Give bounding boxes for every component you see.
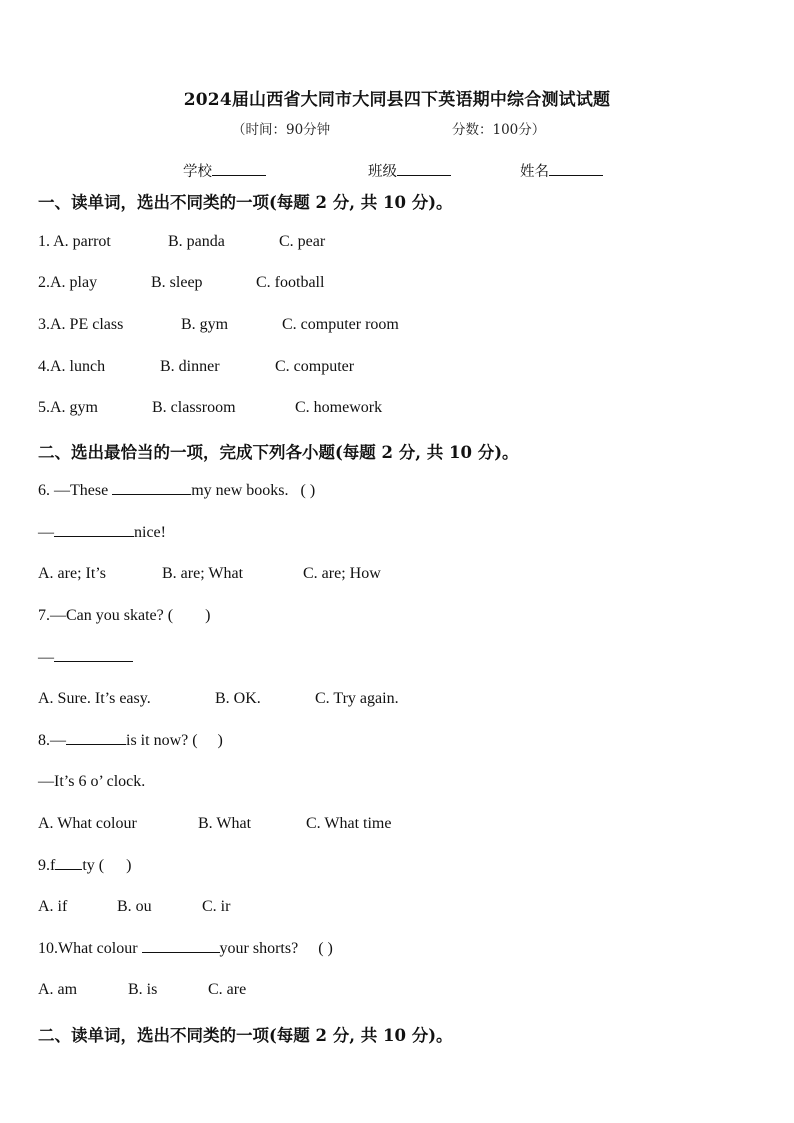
q9-blank[interactable]: [55, 868, 82, 870]
q6-prompt-start: 6. —These: [38, 482, 113, 499]
class-field[interactable]: [368, 160, 451, 181]
q6-option-c: C. are; How: [303, 565, 381, 582]
q7-prompt: 7.—Can you skate? (: [38, 607, 174, 624]
q7-option-a: A. Sure. It’s easy.: [38, 690, 151, 707]
q6-prompt-end: my new books.: [191, 482, 289, 499]
q5-option-a: 5.A. gym: [38, 399, 98, 416]
q10-option-a: A. am: [38, 981, 78, 998]
question-9-options: [38, 898, 230, 916]
name-label: 姓名: [520, 164, 549, 180]
question-7-reply: [38, 649, 133, 667]
q10-option-b: B. is: [128, 981, 158, 998]
class-blank[interactable]: [397, 174, 451, 176]
question-3: [38, 316, 399, 334]
school-label: 学校: [183, 164, 212, 180]
q6-blank-2[interactable]: [54, 535, 134, 537]
q6-reply-end: nice!: [134, 524, 166, 541]
q9-option-b: B. ou: [117, 898, 152, 915]
q7-reply-dash: —: [38, 649, 54, 666]
q1-option-b: B. panda: [168, 233, 225, 250]
class-label: 班级: [368, 164, 397, 180]
q8-blank[interactable]: [66, 743, 126, 745]
q9-option-a: A. if: [38, 898, 68, 915]
q6-reply-dash: —: [38, 524, 54, 541]
section-heading-3: 二、读单词，选出不同类的一项(每题 2 分, 共 10 分)。: [38, 1026, 453, 1045]
name-field[interactable]: [520, 160, 603, 181]
section-heading-1: 一、读单词，选出不同类的一项(每题 2 分, 共 10 分)。: [38, 193, 453, 212]
q7-blank[interactable]: [54, 660, 133, 662]
q8-prompt-start: 8.—: [38, 732, 66, 749]
question-8: [38, 732, 223, 750]
q2-option-b: B. sleep: [151, 274, 203, 291]
q3-option-b: B. gym: [181, 316, 229, 333]
score-info: 分数：100分）: [452, 122, 546, 138]
time-info: （时间：90分钟: [232, 122, 331, 138]
q9-prompt-start: 9.f: [38, 857, 56, 874]
q4-option-b: B. dinner: [160, 358, 220, 375]
question-9: [38, 857, 131, 875]
question-6-options: [38, 565, 381, 583]
q4-option-a: 4.A. lunch: [38, 358, 106, 375]
q1-option-a: 1. A. parrot: [38, 233, 111, 250]
q10-option-c: C. are: [208, 981, 247, 998]
q10-blank[interactable]: [142, 951, 220, 953]
question-7: [38, 607, 210, 625]
q10-answer-paren[interactable]: ( ): [318, 940, 333, 957]
name-blank[interactable]: [549, 174, 603, 176]
q8-prompt-end: is it now? (: [126, 732, 198, 749]
question-10: [38, 940, 333, 958]
q8-option-a: A. What colour: [38, 815, 137, 832]
q6-answer-paren[interactable]: ( ): [300, 482, 316, 499]
q5-option-c: C. homework: [295, 399, 383, 416]
question-7-options: [38, 690, 399, 708]
q6-option-a: A. are; It’s: [38, 565, 106, 582]
q7-option-c: C. Try again.: [315, 690, 399, 707]
question-4: [38, 358, 354, 376]
question-10-options: [38, 981, 246, 999]
question-6: [38, 482, 315, 500]
q5-option-b: B. classroom: [152, 399, 236, 416]
q8-option-b: B. What: [198, 815, 252, 832]
document-title: 2024届山西省大同市大同县四下英语期中综合测试试题: [183, 90, 611, 110]
question-5: [38, 399, 382, 417]
q10-prompt-start: 10.What colour: [38, 940, 142, 957]
question-6-reply: [38, 524, 166, 542]
q8-option-c: C. What time: [306, 815, 392, 832]
q6-option-b: B. are; What: [162, 565, 244, 582]
q9-prompt-end: ty (: [82, 857, 105, 874]
question-2: [38, 274, 324, 292]
school-blank[interactable]: [212, 174, 266, 176]
q9-paren-close: ): [126, 857, 132, 874]
q7-paren-close: ): [205, 607, 211, 624]
q6-blank-1[interactable]: [112, 493, 191, 495]
q8-paren-close: ): [217, 732, 223, 749]
section-heading-2: 二、选出最恰当的一项，完成下列各小题(每题 2 分, 共 10 分)。: [38, 443, 519, 462]
q3-option-a: 3.A. PE class: [38, 316, 124, 333]
question-1: [38, 233, 325, 251]
question-8-reply: —It’s 6 o’ clock.: [38, 773, 146, 790]
q2-option-a: 2.A. play: [38, 274, 98, 291]
q7-option-b: B. OK.: [215, 690, 261, 707]
q4-option-c: C. computer: [275, 358, 355, 375]
q10-prompt-end: your shorts?: [219, 940, 299, 957]
school-field[interactable]: [183, 160, 266, 181]
q3-option-c: C. computer room: [282, 316, 399, 333]
question-8-options: [38, 815, 391, 833]
q9-option-c: C. ir: [202, 898, 231, 915]
q1-option-c: C. pear: [279, 233, 326, 250]
q2-option-c: C. football: [256, 274, 325, 291]
